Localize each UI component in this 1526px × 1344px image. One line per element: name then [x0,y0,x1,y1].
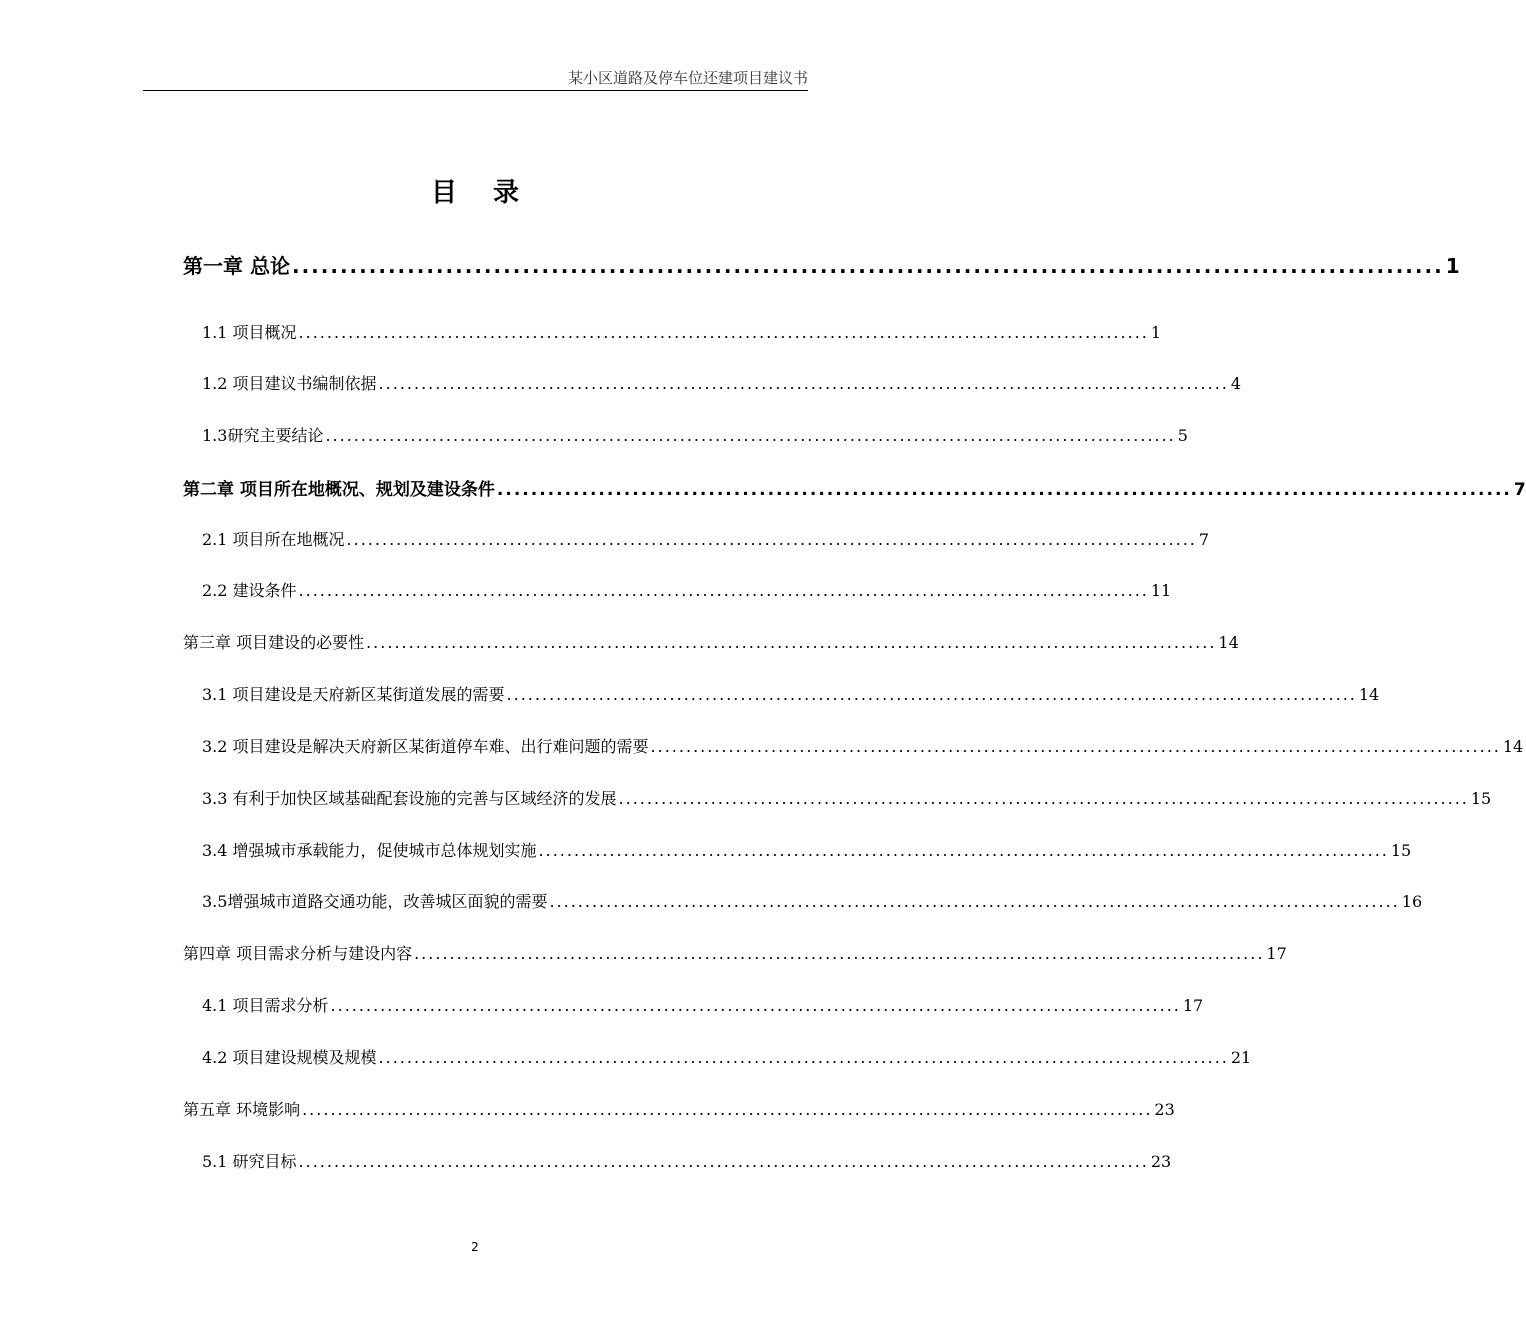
toc-entry-page: 11 [1150,581,1172,600]
toc-entry-5-1[interactable] [202,1149,1172,1172]
toc-leader-dots: ........................................................................................................................ [325,426,1176,445]
toc-entry-3-1[interactable] [202,682,1380,705]
toc-entry-label: 第三章 项目建设的必要性 [183,633,365,652]
toc-entry-label: 1.3研究主要结论 [202,426,324,445]
toc-entry-label: 2.1 项目所在地概况 [202,530,345,549]
toc-entry-1-1[interactable] [202,320,1162,343]
toc-entry-3-2[interactable] [202,734,1524,757]
toc-entry-label: 4.2 项目建设规模及规模 [202,1048,377,1067]
toc-leader-dots: ........................................................................................................................ [366,633,1217,652]
toc-entry-label: 第四章 项目需求分析与建设内容 [183,944,413,963]
toc-entry-label: 3.2 项目建设是解决天府新区某街道停车难、出行难问题的需要 [202,737,649,756]
toc-entry-3-5[interactable] [202,889,1423,912]
toc-entry-page: 17 [1266,944,1287,963]
toc-leader-dots: ........................................................................................................................ [330,996,1181,1015]
toc-entry-page: 4 [1230,374,1242,393]
running-header: 某小区道路及停车位还建项目建议书 [567,69,808,87]
toc-entry-2-1[interactable] [202,527,1210,550]
toc-entry-label: 3.1 项目建设是天府新区某街道发展的需要 [202,685,505,704]
toc-leader-dots: ........................................................................................................................ [378,374,1229,393]
toc-leader-dots: ........................................................................................................................ [414,944,1265,963]
toc-entry-page: 23 [1154,1100,1175,1119]
toc-entry-3-3[interactable] [202,786,1492,809]
toc-leader-dots: ........................................................................................................................ [506,685,1357,704]
toc-entry-label: 5.1 研究目标 [202,1152,297,1171]
toc-leader-dots: ........................................................................................................................ [291,254,1444,278]
toc-entry-chapter-4[interactable] [183,941,1287,964]
toc-entry-page: 21 [1230,1048,1252,1067]
toc-entry-4-1[interactable] [202,993,1204,1016]
toc-entry-page: 14 [1502,737,1524,756]
toc-leader-dots: ........................................................................................................................ [496,480,1512,500]
toc-entry-page: 16 [1401,892,1423,911]
toc-entry-label: 4.1 项目需求分析 [202,996,329,1015]
toc-leader-dots: ........................................................................................................................ [378,1048,1229,1067]
header-rule [143,90,808,91]
toc-entry-label: 1.2 项目建议书编制依据 [202,374,377,393]
toc-leader-dots: ........................................................................................................................ [549,892,1400,911]
toc-entry-chapter-1[interactable] [183,250,1460,279]
toc-entry-page: 7 [1198,530,1210,549]
toc-entry-page: 15 [1470,789,1492,808]
toc-leader-dots: ........................................................................................................................ [650,737,1501,756]
toc-entry-label: 第五章 环境影响 [183,1100,301,1119]
toc-entry-label: 3.5增强城市道路交通功能，改善城区面貌的需要 [202,892,548,911]
toc-leader-dots: ........................................................................................................................ [538,841,1389,860]
toc-leader-dots: ........................................................................................................................ [302,1100,1153,1119]
toc-entry-page: 14 [1358,685,1380,704]
toc-entry-3-4[interactable] [202,838,1412,861]
toc-entry-page: 1 [1445,254,1460,278]
toc-entry-label: 3.4 增强城市承载能力，促使城市总体规划实施 [202,841,537,860]
toc-entry-label: 第二章 项目所在地概况、规划及建设条件 [183,480,495,500]
toc-leader-dots: ........................................................................................................................ [298,323,1149,342]
toc-leader-dots: ........................................................................................................................ [618,789,1469,808]
toc-entry-label: 第一章 总论 [183,254,290,278]
toc-entry-1-3[interactable] [202,423,1188,446]
toc-entry-2-2[interactable] [202,578,1172,601]
toc-entry-page: 14 [1218,633,1239,652]
toc-entry-4-2[interactable] [202,1045,1252,1068]
page-number: 2 [471,1240,479,1254]
toc-leader-dots: ........................................................................................................................ [298,581,1149,600]
toc-entry-page: 23 [1150,1152,1172,1171]
toc-entry-label: 3.3 有利于加快区域基础配套设施的完善与区域经济的发展 [202,789,617,808]
toc-leader-dots: ........................................................................................................................ [346,530,1197,549]
toc-entry-label: 2.2 建设条件 [202,581,297,600]
toc-leader-dots: ........................................................................................................................ [298,1152,1149,1171]
toc-entry-label: 1.1 项目概况 [202,323,297,342]
toc-entry-1-2[interactable] [202,371,1242,394]
toc-title: 目录 [430,178,555,208]
toc-entry-chapter-3[interactable] [183,630,1239,653]
toc-entry-chapter-5[interactable] [183,1097,1175,1120]
toc-entry-chapter-2[interactable] [183,475,1526,500]
toc-entry-page: 1 [1150,323,1162,342]
toc-entry-page: 15 [1390,841,1412,860]
toc-entry-page: 5 [1177,426,1188,445]
toc-entry-page: 17 [1182,996,1204,1015]
toc-entry-page: 7 [1513,480,1526,500]
